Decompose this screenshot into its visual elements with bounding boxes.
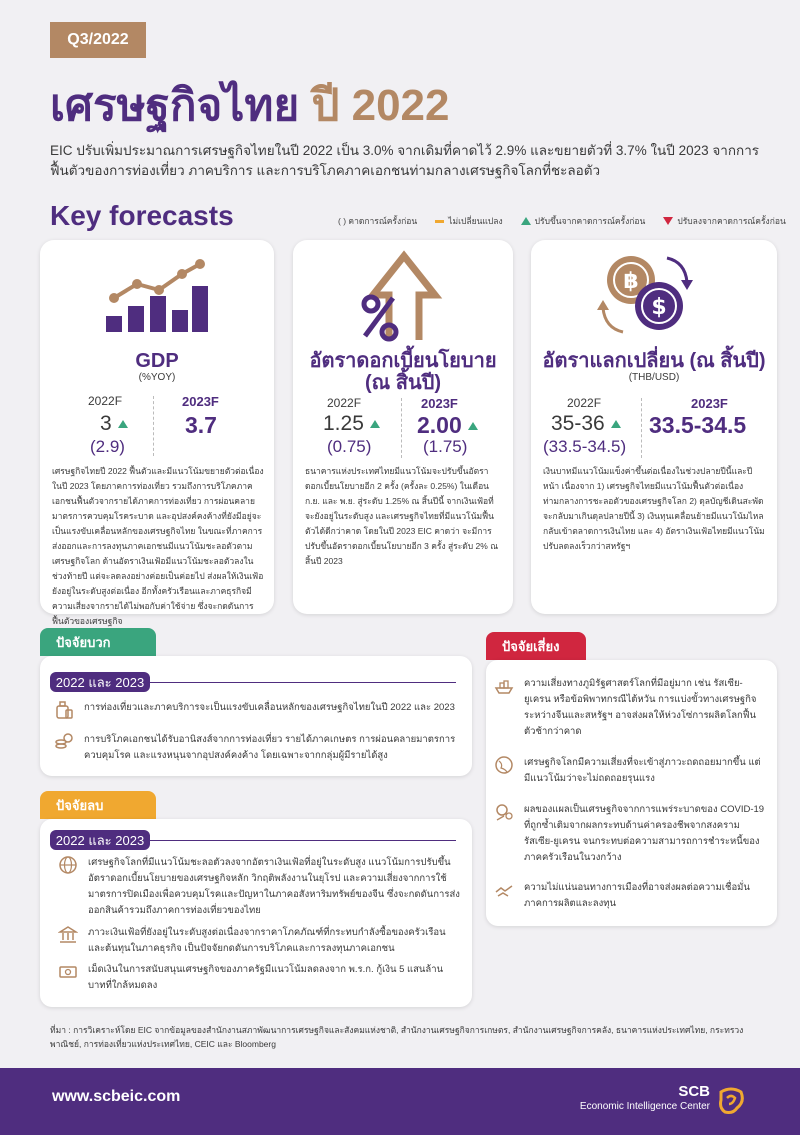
positive-year-line xyxy=(150,682,456,683)
svg-text:฿: ฿ xyxy=(623,269,639,294)
exchange-value-2023: 33.5-34.5 xyxy=(649,412,747,438)
legend-down: ปรับลงจากคาดการณ์ครั้งก่อน xyxy=(663,214,785,228)
consumption-coins-icon xyxy=(54,732,74,752)
globe-recession-icon xyxy=(494,755,514,775)
brand-title: SCB xyxy=(678,1083,710,1100)
risk-item xyxy=(494,880,766,912)
triangle-up-icon xyxy=(468,422,478,430)
risk-item xyxy=(494,676,766,740)
negative-item xyxy=(58,962,460,994)
negative-year-line xyxy=(150,840,456,841)
positive-item-text: การท่องเที่ยวและภาคบริการจะเป็นแรงขับเคลื่อนหลักของเศรษฐกิจไทยในปี 2022 และ 2023 xyxy=(84,702,455,713)
risk-item xyxy=(494,802,766,866)
bank-building-icon xyxy=(58,925,78,945)
positive-item xyxy=(54,732,460,764)
website-link[interactable]: www.scbeic.com xyxy=(52,1088,181,1105)
legend-up: ปรับขึ้นจากคาดการณ์ครั้งก่อน xyxy=(521,214,646,228)
risk-item-text: ผลของแผลเป็นเศรษฐกิจจากการแพร่ระบาดของ COVID-19 ที่ถูกซ้ำเติมจากผลกระทบด้านค่าครองชีพจากสงครามรัสเซีย-ยูเครน จนกระทบต่อความสามารถการชำระหนี้ของภาคครัวเรือนในวงกว้าง xyxy=(524,804,765,863)
exchange-title: อัตราแลกเปลี่ยน (ณ สิ้นปี) xyxy=(542,350,766,372)
exchange-value-2022: 35-36 xyxy=(551,412,621,436)
gdp-year-2022: 2022F xyxy=(88,394,123,408)
policy-divider xyxy=(401,398,402,458)
triangle-up-icon xyxy=(370,420,380,428)
globe-down-icon xyxy=(58,855,78,875)
exchange-subtitle: (THB/USD) xyxy=(628,372,680,383)
source-footnote: ที่มา : การวิเคราะห์โดย EIC จากข้อมูลของสำนักงานสภาพัฒนาการเศรษฐกิจและสังคมแห่งชาติ, สำนักงานเศรษฐกิจการเกษตร, สำนักงานเศรษฐกิจการคลัง, ธนาคารแห่งประเทศไทย, กระทรวงพาณิชย์, การท่องเที่ยวแห่งประเทศไทย, CEIC และ Bloomberg xyxy=(50,1025,744,1049)
gdp-subtitle: (%YOY) xyxy=(138,372,176,383)
positive-year-badge: 2022 และ 2023 xyxy=(50,672,150,692)
policy-rate-title: อัตราดอกเบี้ยนโยบาย xyxy=(309,350,497,372)
policy-year-2023: 2023F xyxy=(421,396,458,411)
policy-value-2022: 1.25 xyxy=(323,412,380,436)
negative-item xyxy=(58,925,460,957)
title-main: เศรษฐกิจไทย xyxy=(50,81,300,130)
dash-icon xyxy=(435,220,444,223)
risk-item-text: ความไม่แน่นอนทางการเมืองที่อาจส่งผลต่อความเชื่อมั่นภาคการผลิตและลงทุน xyxy=(524,882,750,909)
percent-arrow-up-icon xyxy=(359,250,449,346)
gdp-value-2022: 3 xyxy=(100,412,128,436)
positive-item-text: การบริโภคเอกชนได้รับอานิสงส์จากการท่องเที่ยว รายได้ภาคเกษตร การผ่อนคลายมาตรการควบคุมโรค และแรงหนุนจากอุปสงค์คงค้าง โดยเฉพาะจากกลุ่มผู้มีรายได้สูง xyxy=(84,734,456,761)
key-forecasts-title: Key forecasts xyxy=(50,200,234,231)
exchange-prev-2022: (33.5-34.5) xyxy=(543,437,627,456)
political-hands-icon xyxy=(494,880,514,900)
quarter-badge: Q3/2022 xyxy=(50,22,146,58)
tourism-luggage-icon xyxy=(54,700,74,720)
money-bill-icon xyxy=(58,962,78,982)
negative-item-text: เศรษฐกิจโลกที่มีแนวโน้มชะลอตัวลงจากอัตราเงินเฟ้อที่อยู่ในระดับสูง แนวโน้มการปรับขึ้นอัตราดอกเบี้ยนโยบายของเศรษฐกิจหลัก วิกฤติพลังงานในยุโรป และความเสี่ยงจากการใช้มาตรการปิดเมืองเพื่อควบคุมโรคและปัญหาในภาคอสังหาริมทรัพย์ของจีน ซึ่งจะกดดันการส่งออกสินค้ารวมถึงภาคการท่องเที่ยวของไทย xyxy=(88,857,460,916)
triangle-down-icon xyxy=(663,217,673,225)
gdp-card xyxy=(40,240,274,626)
cargo-ship-icon xyxy=(494,676,514,696)
svg-text:$: $ xyxy=(651,295,667,320)
risk-item-text: เศรษฐกิจโลกมีความเสี่ยงที่จะเข้าสู่ภาวะถดถอยมากขึ้น แต่มีแนวโน้มว่าจะไม่ถดถอยรุนแรง xyxy=(524,757,761,784)
negative-item-text: ภาวะเงินเฟ้อที่ยังอยู่ในระดับสูงต่อเนื่องจากราคาโภคภัณฑ์ที่กระทบกำลังซื้อของครัวเรือนและต้นทุนในภาคธุรกิจ เป็นปัจจัยกดดันการบริโภคและการลงทุนภาคเอกชน xyxy=(88,927,446,954)
gdp-title: GDP xyxy=(135,350,179,372)
gdp-year-2023: 2023F xyxy=(182,394,219,409)
bar-chart-growth-icon xyxy=(104,254,210,334)
triangle-up-icon xyxy=(521,217,531,225)
legend-unchanged: ไม่เปลี่ยนแปลง xyxy=(435,214,502,228)
brand-subtitle: Economic Intelligence Center xyxy=(579,1101,710,1112)
risk-factors-tab: ปัจจัยเสี่ยง xyxy=(486,632,586,660)
gdp-prev-2022: (2.9) xyxy=(90,437,125,456)
policy-prev-2023: (1.75) xyxy=(423,437,468,456)
policy-description: ธนาคารแห่งประเทศไทยมีแนวโน้มจะปรับขึ้นอัตราดอกเบี้ยนโยบายอีก 2 ครั้ง (ครั้งละ 0.25%) ในเดือน ก.ย. และ พ.ย. สู่ระดับ 1.25% ณ สิ้นปีนี้ จากเงินเฟ้อที่จะยังอยู่ในระดับสูง และเศรษฐกิจไทยที่มีแนวโน้มฟื้นตัวได้ดีกว่าคาด โดยในปี 2023 EIC คาดว่า จะมีการปรับขึ้นอัตราดอกเบี้ยนโยบายอีก 3 ครั้ง สู่ระดับ 2% ณ สิ้นปี 2023 xyxy=(305,466,499,566)
policy-prev-2022: (0.75) xyxy=(327,437,372,456)
forecast-legend xyxy=(338,214,786,228)
positive-factors-tab: ปัจจัยบวก xyxy=(40,628,156,656)
risk-item-text: ความเสี่ยงทางภูมิรัฐศาสตร์โลกที่มีอยู่มาก เช่น รัสเซีย-ยูเครน หรือข้อพิพาทกรณีไต้หวัน การแบ่งขั้วทางเศรษฐกิจระหว่างจีนและสหรัฐฯ อาจส่งผลให้ห่วงโซ่การผลิตโลกฟื้นตัวช้ากว่าคาด xyxy=(524,678,757,737)
policy-rate-subtitle: (ณ สิ้นปี) xyxy=(364,372,441,394)
brand-name xyxy=(580,1084,710,1114)
intro-text: EIC ปรับเพิ่มประมาณการเศรษฐกิจไทยในปี 2022 เป็น 3.0% จากเดิมที่คาดไว้ 2.9% และขยายตัวที่ 3.7% ในปี 2023 จากการฟื้นตัวของการท่องเที่ยว ภาคบริการ และการบริโภคภาคเอกชนท่ามกลางเศรษฐกิจโลกที่ชะลอตัว xyxy=(50,143,760,178)
page-title xyxy=(50,78,450,134)
exchange-description: เงินบาทมีแนวโน้มแข็งค่าขึ้นต่อเนื่องในช่วงปลายปีนี้และปีหน้า เนื่องจาก 1) เศรษฐกิจไทยมีแนวโน้มฟื้นตัวต่อเนื่องท่ามกลางการชะลอตัวของเศรษฐกิจโลก 2) ดุลบัญชีเดินสะพัดจะกลับมาเกินดุลปลายปีนี้ 3) เงินทุนเคลื่อนย้ายมีแนวโน้มไหลกลับเข้าตลาดการเงินไทย และ 4) อัตราเงินเฟ้อไทยมีแนวโน้มปรับลดลงเร็วกว่าสหรัฐฯ xyxy=(543,466,765,551)
triangle-up-icon xyxy=(611,420,621,428)
negative-year-badge: 2022 และ 2023 xyxy=(50,830,150,850)
scb-logo-icon xyxy=(717,1086,745,1116)
gdp-divider xyxy=(153,396,154,456)
exchange-year-2022: 2022F xyxy=(567,396,602,410)
policy-rate-card xyxy=(293,240,513,614)
risk-item xyxy=(494,755,766,787)
gdp-description: เศรษฐกิจไทยปี 2022 ฟื้นตัวและมีแนวโน้มขยายตัวต่อเนื่องในปี 2023 โดยภาคการท่องเที่ยว รวมถึงการบริโภคภาคเอกชนฟื้นตัวจากรายได้ภาคการท่องเที่ยว การผ่อนคลายมาตรการควบคุมโรคระบาด และอุปสงค์คงค้างที่ยังมีอยู่จะเป็นแรงขับเคลื่อนหลักของเศรษฐกิจไทย ในขณะที่ภาคการส่งออกและการลงทุนภาคเอกชนมีแนวโน้มชะลอตัวตามเศรษฐกิจโลก ด้านอัตราเงินเฟ้อมีแนวโน้มชะลอตัวลงในช่วงท้ายปี แต่จะลดลงอย่างค่อยเป็นค่อยไป ส่งผลให้เงินเฟ้อยังอยู่ในระดับสูงต่อเนื่อง อีกทั้งครัวเรือนและภาคธุรกิจมีความเสี่ยงจากรายได้ไม่พอกับค่าใช้จ่าย ซึ่งจะกดดันการฟื้นตัวของเศรษฐกิจ xyxy=(52,466,264,626)
virus-person-icon xyxy=(494,802,514,822)
triangle-up-icon xyxy=(118,420,128,428)
policy-value-2023: 2.00 xyxy=(417,412,478,439)
positive-item xyxy=(54,700,460,720)
policy-year-2022: 2022F xyxy=(327,396,362,410)
exchange-divider xyxy=(641,398,642,458)
negative-item xyxy=(58,855,460,919)
gdp-value-2023: 3.7 xyxy=(185,412,217,438)
negative-factors-tab: ปัจจัยลบ xyxy=(40,791,156,819)
exchange-rate-card xyxy=(531,240,777,614)
exchange-year-2023: 2023F xyxy=(691,396,728,411)
title-year: ปี 2022 xyxy=(311,81,450,130)
footer-bar xyxy=(0,1068,800,1135)
legend-previous: ( ) คาดการณ์ครั้งก่อน xyxy=(338,216,418,226)
negative-item-text: เม็ดเงินในการสนับสนุนเศรษฐกิจของภาครัฐมีแนวโน้มลดลงจาก พ.ร.ก. กู้เงิน 5 แสนล้านบาทที่ใกล้หมดลง xyxy=(88,964,444,991)
currency-exchange-icon xyxy=(595,250,695,340)
